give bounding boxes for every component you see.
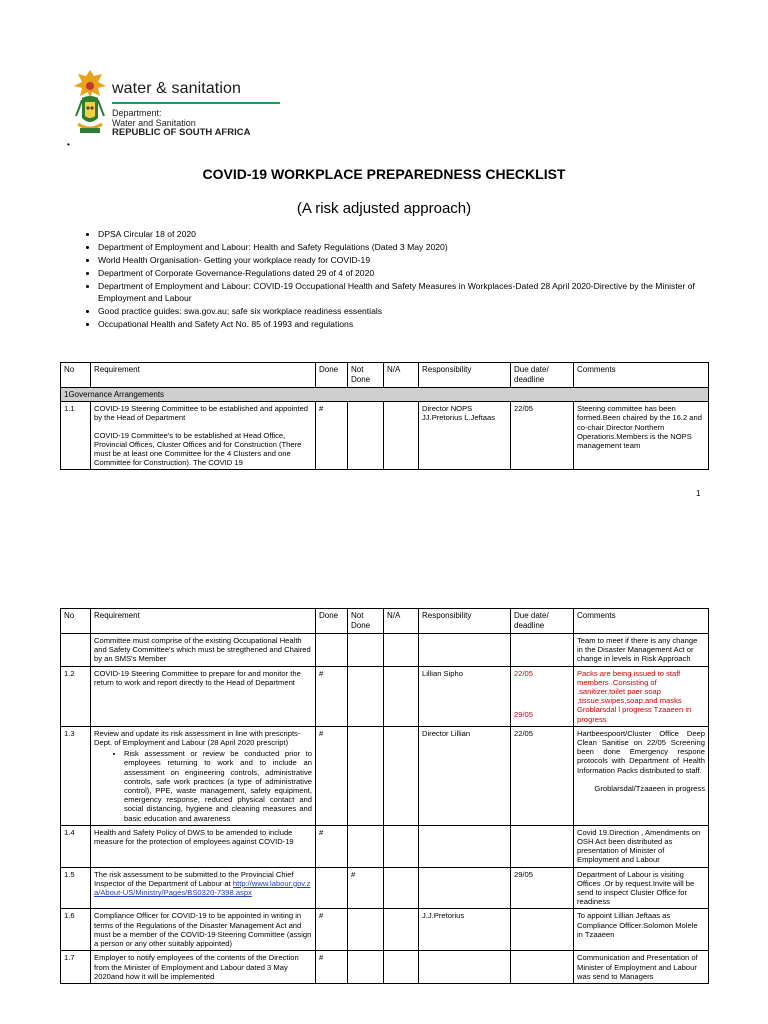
cell-done: # (316, 402, 348, 470)
cell-requirement: COVID-19 Steering Committee to prepare for and monitor the return to work and report directly to the Head of Department (91, 666, 316, 726)
cell-not-done (348, 666, 384, 726)
due-date: 22/05 (514, 668, 534, 678)
cell-not-done (348, 909, 384, 951)
table-row (61, 909, 709, 951)
dws-logo (72, 66, 302, 146)
col-header-done: Done (316, 363, 348, 388)
table-row (61, 726, 709, 825)
col-header-responsibility: Responsibility (419, 363, 511, 388)
requirement-text: COVID-19 Committee's to be established at Head Office, Provincial Offices, Cluster Offices and for Construction (There must be at least one Committee for the 4 Clusters and one Committee for Construction). The COVID 19 (94, 430, 302, 468)
table-row (61, 402, 709, 470)
list-item: • Risk assessment or review be conducted prior to employees returning to work and to include an assessment on engineering controls, administrative controls, safe work practices (a type of administrative control), PPE, waste management, safety equipment, emergency response, reduced physical contact and social distancing, hygiene and cleaning measures and basic education and awareness (124, 749, 312, 823)
cell-no: 1.6 (61, 909, 91, 951)
cell-requirement: Employer to notify employees of the contents of the Direction from the Minister of Employment and Labour dated 3 May 2020and how it will be implemented (91, 951, 316, 984)
cell-done (316, 867, 348, 909)
stray-bullet: • (67, 140, 70, 149)
cell-requirement: Compliance Officer for COVID-19 to be appointed in writing in terms of the Regulations of the Disaster Management Act and must be a member of the COVID-19 Steering Committee (assign a person or any other suitably appointed) (91, 909, 316, 951)
cell-requirement (91, 402, 316, 470)
cell-na (384, 666, 419, 726)
cell-due (511, 951, 574, 984)
cell-comments: Packs are being issued to staff members .Consisting of .sanitizer,toilet paer soap ,tissue,swipes,soap,and masks Groblarsdal l progress Tzaaeen in progress (574, 666, 709, 726)
cell-responsibility: J.J.Pretorius (419, 909, 511, 951)
cell-done: # (316, 726, 348, 825)
cell-due (511, 666, 574, 726)
table-row (61, 867, 709, 909)
cell-due (511, 825, 574, 867)
comment-text: Hartbeespoort/Cluster Office Deep Clean Sanitise on 22/05 Screening been done Emergency respone protocols with Department of Health Information Packs distributed to staff. (577, 728, 705, 775)
cell-na (384, 634, 419, 667)
cell-not-done (348, 402, 384, 470)
reference-item: • Department of Corporate Governance-Regulations dated 29 of 4 of 2020 (98, 268, 738, 280)
col-header-comments: Comments (574, 609, 709, 634)
labour-dept-link[interactable]: http://www.labour.gov.za/About-US/Ministry/Pages/BS0320-7398.aspx (94, 878, 311, 898)
cell-no: 1.1 (61, 402, 91, 470)
reference-item: • Good practice guides: swa.gov.au; safe six workplace readiness essentials (98, 306, 738, 318)
requirement-text: The risk assessment to be submitted to the Provincial Chief Inspector of the Department of Labour at (94, 869, 294, 888)
dept-line-3: REPUBLIC OF SOUTH AFRICA (112, 127, 251, 138)
cell-not-done: # (348, 867, 384, 909)
cell-due: 22/05 (511, 402, 574, 470)
cell-no: 1.7 (61, 951, 91, 984)
col-header-not-done: Not Done (348, 363, 384, 388)
table-row (61, 825, 709, 867)
cell-done: # (316, 825, 348, 867)
cell-comments: Team to meet if there is any change in the Disaster Management Act or change in levels in Risk Approach (574, 634, 709, 667)
checklist-table-page1 (60, 362, 709, 470)
cell-due (511, 909, 574, 951)
coat-of-arms-icon (72, 66, 108, 138)
cell-done (316, 634, 348, 667)
cell-comments: Communication and Presentation of Minister of Employment and Labour was send to Managers (574, 951, 709, 984)
col-header-requirement: Requirement (91, 609, 316, 634)
cell-comments: To appoint Lillian Jeftaas as Compliance Officer.Solomon Molele in Tzaaeen (574, 909, 709, 951)
page-number: 1 (696, 489, 701, 498)
cell-responsibility (419, 951, 511, 984)
reference-list (82, 229, 738, 332)
col-header-due: Due date/ deadline (511, 363, 574, 388)
col-header-responsibility: Responsibility (419, 609, 511, 634)
cell-responsibility: Director Lillian (419, 726, 511, 825)
cell-done: # (316, 951, 348, 984)
col-header-requirement: Requirement (91, 363, 316, 388)
page-gap (0, 560, 768, 585)
col-header-comments: Comments (574, 363, 709, 388)
comment-text: Groblarsdal/Tzaaeen in progress (594, 783, 705, 793)
col-header-na: N/A (384, 363, 419, 388)
cell-no (61, 634, 91, 667)
table-header-row (61, 363, 709, 388)
brand-name: water & sanitation (112, 80, 241, 97)
cell-comments: Steering committee has been formed.Been chaired by the 16.2 and co-chair Director Northern Operations.Members is the NOPS management team (574, 402, 709, 470)
cell-done: # (316, 666, 348, 726)
table-row (61, 634, 709, 667)
table-header-row (61, 609, 709, 634)
cell-requirement: Health and Safety Policy of DWS to be amended to include measure for the protection of employees against COVID-19 (91, 825, 316, 867)
cell-not-done (348, 726, 384, 825)
cell-responsibility: Director NOPS JJ.Pretorius L.Jeftaas (419, 402, 511, 470)
cell-responsibility (419, 867, 511, 909)
table-row (61, 666, 709, 726)
cell-comments: Department of Labour is visiting Offices .Or by request.Invite will be send to inspect Cluster Office for readiness (574, 867, 709, 909)
cell-na (384, 402, 419, 470)
col-header-done: Done (316, 609, 348, 634)
cell-done: # (316, 909, 348, 951)
reference-item: • World Health Organisation- Getting your workplace ready for COVID-19 (98, 255, 738, 267)
cell-requirement (91, 867, 316, 909)
cell-requirement (91, 726, 316, 825)
col-header-due: Due date/ deadline (511, 609, 574, 634)
cell-na (384, 951, 419, 984)
reference-item: • Department of Employment and Labour: Health and Safety Regulations (Dated 3 May 2020) (98, 242, 738, 254)
cell-na (384, 867, 419, 909)
cell-comments (574, 726, 709, 825)
reference-item: • Department of Employment and Labour: COVID-19 Occupational Health and Safety Measures in Workplaces-Dated 28 April 2020-Directive by the Minister of Employment and Labour (98, 281, 738, 304)
cell-comments: Covid 19.Direction , Amendments on OSH Act been distributed as presentation of Minister of Employment and Labour (574, 825, 709, 867)
brand-underline (112, 102, 280, 104)
cell-requirement: Committee must comprise of the existing Occupational Health and Safety Committee's which must be stregthened and Chaired by an SMS's Member (91, 634, 316, 667)
cell-na (384, 726, 419, 825)
cell-no: 1.2 (61, 666, 91, 726)
cell-no: 1.5 (61, 867, 91, 909)
col-header-no: No (61, 609, 91, 634)
reference-item: • DPSA Circular 18 of 2020 (98, 229, 738, 241)
cell-not-done (348, 825, 384, 867)
section-title: 1Governance Arrangements (61, 388, 709, 402)
cell-responsibility (419, 825, 511, 867)
requirement-text: Review and update its risk assessment in line with prescripts-Dept. of Employment and Labour (28 April 2020 prescript) (94, 728, 301, 748)
cell-no: 1.4 (61, 825, 91, 867)
cell-na (384, 909, 419, 951)
dept-line-2: Water and Sanitation (112, 118, 196, 128)
document-title: COVID-19 WORKPLACE PREPAREDNESS CHECKLIST (202, 166, 566, 182)
cell-due (511, 634, 574, 667)
document-subtitle: (A risk adjusted approach) (296, 200, 472, 217)
cell-responsibility: Lillian Sipho (419, 666, 511, 726)
cell-no: 1.3 (61, 726, 91, 825)
requirement-text: COVID-19 Steering Committee to be established and appointed by the Head of Department (94, 404, 309, 423)
reference-item: • Occupational Health and Safety Act No. 85 of 1993 and regulations (98, 319, 738, 331)
cell-not-done (348, 951, 384, 984)
cell-due: 29/05 (511, 867, 574, 909)
requirement-sublist (94, 749, 312, 823)
due-date: 29/05 (514, 709, 534, 719)
col-header-not-done: Not Done (348, 609, 384, 634)
section-row (61, 388, 709, 402)
table-row (61, 951, 709, 984)
cell-not-done (348, 634, 384, 667)
dept-line-1: Department: (112, 108, 162, 118)
cell-responsibility (419, 634, 511, 667)
col-header-no: No (61, 363, 91, 388)
checklist-table-page2 (60, 608, 709, 984)
col-header-na: N/A (384, 609, 419, 634)
cell-due: 22/05 (511, 726, 574, 825)
cell-na (384, 825, 419, 867)
